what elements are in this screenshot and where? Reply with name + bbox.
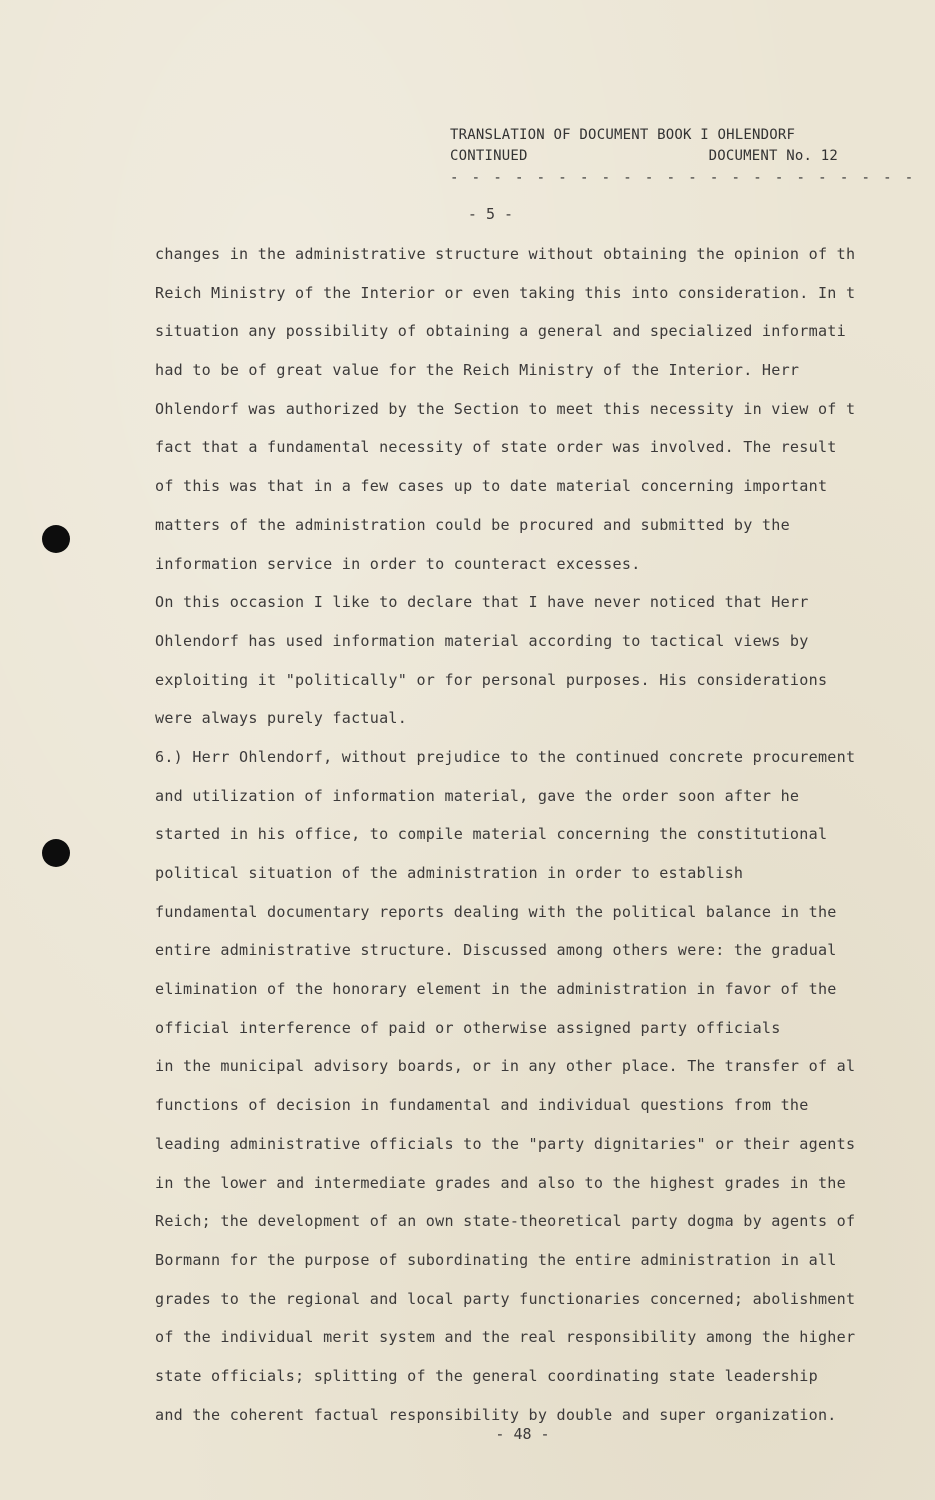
body-line: in the municipal advisory boards, or in any other place. The transfer of al — [155, 1057, 856, 1076]
header-row-2 — [450, 148, 850, 169]
footer-page-number: - 48 - — [495, 1425, 550, 1443]
body-line: and the coherent factual responsibility by double and super organization. — [155, 1405, 837, 1424]
body-line: were always purely factual. — [155, 709, 408, 728]
body-line: Reich Ministry of the Interior or even taking this into consideration. In t — [155, 283, 856, 302]
body-line: had to be of great value for the Reich Ministry of the Interior. Herr — [155, 361, 800, 380]
punch-hole-bottom — [42, 839, 70, 867]
body-line: and utilization of information material, gave the order soon after he — [155, 786, 800, 805]
body-line: fact that a fundamental necessity of state order was involved. The result — [155, 438, 837, 457]
body-line: state officials; splitting of the general coordinating state leadership — [155, 1366, 818, 1385]
body-line: grades to the regional and local party functionaries concerned; abolishment — [155, 1289, 856, 1308]
body-line: Ohlendorf has used information material according to tactical views by — [155, 631, 809, 650]
body-line: fundamental documentary reports dealing with the political balance in the — [155, 902, 837, 921]
body-line: elimination of the honorary element in the administration in favor of the — [155, 980, 837, 999]
body-line: 6.) Herr Ohlendorf, without prejudice to the continued concrete procurement — [155, 747, 856, 766]
header-row-1 — [450, 127, 850, 148]
body-line: functions of decision in fundamental and individual questions from the — [155, 1096, 809, 1115]
body-line: information service in order to counteract excesses. — [155, 554, 641, 573]
body-line: official interference of paid or otherwise assigned party officials — [155, 1018, 781, 1037]
body-line: leading administrative officials to the "party dignitaries" or their agents — [155, 1134, 856, 1153]
document-body — [155, 245, 890, 1444]
document-header — [450, 127, 916, 186]
body-line: Bormann for the purpose of subordinating the entire administration in all — [155, 1250, 837, 1269]
body-line: matters of the administration could be procured and submitted by the — [155, 515, 790, 534]
body-line: Reich; the development of an own state-theoretical party dogma by agents of — [155, 1212, 856, 1231]
punch-hole-top — [42, 525, 70, 553]
body-line: situation any possibility of obtaining a general and specialized informati — [155, 322, 846, 341]
body-line: in the lower and intermediate grades and also to the highest grades in the — [155, 1173, 846, 1192]
body-line: On this occasion I like to declare that I have never noticed that Herr — [155, 593, 809, 612]
body-line: of the individual merit system and the real responsibility among the higher — [155, 1328, 856, 1347]
body-line: political situation of the administration in order to establish — [155, 864, 744, 882]
header-document-number: DOCUMENT No. 12 — [708, 148, 838, 164]
header-continued: CONTINUED — [450, 148, 528, 164]
page-number: - 5 - — [467, 205, 514, 223]
body-line: entire administrative structure. Discussed among others were: the gradual — [155, 941, 837, 960]
body-line: changes in the administrative structure without obtaining the opinion of th — [155, 245, 856, 263]
body-line: Ohlendorf was authorized by the Section to meet this necessity in view of t — [155, 399, 856, 418]
header-dash-rule: - - - - - - - - - - - - - - - - - - - - - - — [450, 170, 916, 186]
body-line: of this was that in a few cases up to date material concerning important — [155, 477, 828, 496]
header-title: TRANSLATION OF DOCUMENT BOOK I OHLENDORF — [450, 127, 796, 143]
body-line: exploiting it "politically" or for personal purposes. His considerations — [155, 670, 828, 689]
body-line: started in his office, to compile material concerning the constitutional — [155, 825, 828, 844]
